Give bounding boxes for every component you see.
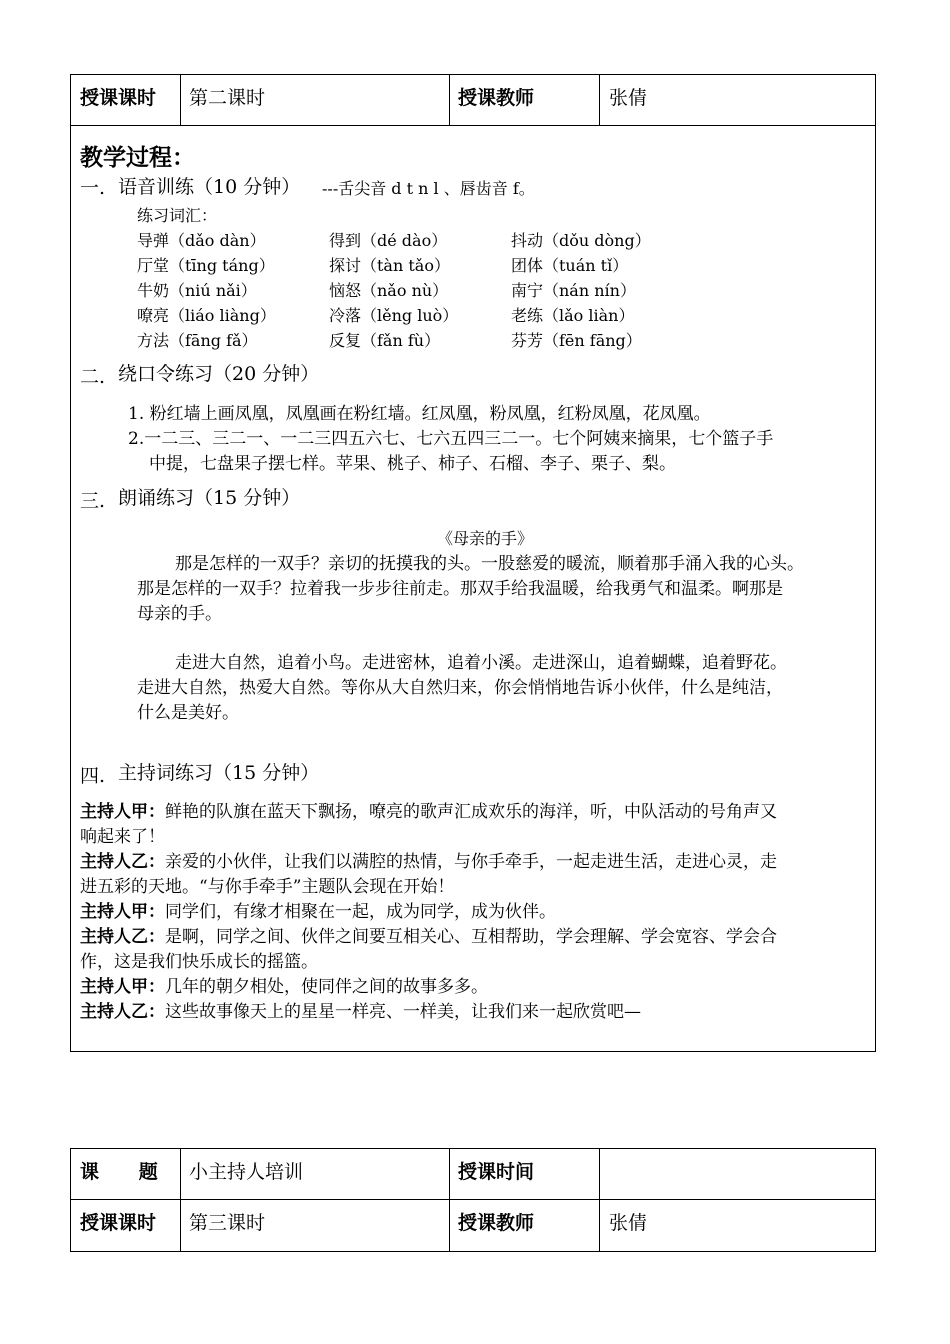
vocab-word: 嘹亮（liáo liàng） xyxy=(137,306,276,325)
host-speaker: 主持人甲： xyxy=(80,902,165,922)
tongue-twister-line: 1. 粉红墙上画凤凰，凤凰画在粉红墙。红凤凰，粉凤凰，红粉凤凰，花凤凰。 xyxy=(128,404,711,424)
tongue-twister-line: 2.一二三、三二一、一二三四五六七、七六五四三二一。七个阿姨来摘果，七个篮子手 xyxy=(128,429,774,449)
host-line xyxy=(80,975,488,1000)
section-1-subtitle: ---舌尖音 d t n l 、唇齿音 f。 xyxy=(322,179,535,198)
poem-line: 那是怎样的一双手？拉着我一步步往前走。那双手给我温暖，给我勇气和温柔。啊那是 xyxy=(137,579,783,599)
vocab-word: 芬芳（fēn fāng） xyxy=(511,331,642,350)
poem-line: 什么是美好。 xyxy=(137,703,239,723)
host-line xyxy=(80,950,318,975)
host-text: 这些故事像天上的星星一样亮、一样美，让我们来一起欣赏吧— xyxy=(165,1002,641,1022)
table-divider xyxy=(70,125,876,126)
label-lesson-period: 授课课时 xyxy=(80,1212,157,1234)
host-speaker: 主持人乙： xyxy=(80,852,165,872)
section-3-title: 朗诵练习（15 分钟） xyxy=(118,487,301,509)
table-divider xyxy=(180,1148,181,1252)
poem-line: 那是怎样的一双手？亲切的抚摸我的头。一股慈爱的暖流，顺着那手涌入我的心头。 xyxy=(175,554,804,574)
host-text: 响起来了！ xyxy=(80,827,165,847)
section-1-title: 语音训练（10 分钟） xyxy=(118,176,301,198)
label-teacher: 授课教师 xyxy=(458,1212,535,1234)
section-2-title: 绕口令练习（20 分钟） xyxy=(118,363,320,385)
host-text: 鲜艳的队旗在蓝天下飘扬，嘹亮的歌声汇成欢乐的海洋，听，中队活动的号角声又 xyxy=(165,802,777,822)
vocab-word: 得到（dé dào） xyxy=(329,231,448,250)
host-text: 同学们，有缘才相聚在一起，成为同学，成为伙伴。 xyxy=(165,902,556,922)
tongue-twister-line: 中提，七盘果子摆七样。苹果、桃子、柿子、石榴、李子、栗子、梨。 xyxy=(149,454,676,474)
vocab-word: 南宁（nán nín） xyxy=(511,281,636,300)
section-4-number: 四. xyxy=(80,765,106,787)
table-divider xyxy=(180,74,181,126)
host-text: 进五彩的天地。“与你手牵手”主题队会现在开始！ xyxy=(80,877,455,897)
table-divider xyxy=(449,1148,450,1252)
label-topic: 课 题 xyxy=(80,1161,158,1183)
table-divider xyxy=(599,1148,600,1252)
vocab-word: 冷落（lěng luò） xyxy=(329,306,459,325)
vocab-word: 方法（fāng fǎ） xyxy=(137,331,258,350)
host-text: 是啊，同学之间、伙伴之间要互相关心、互相帮助，学会理解、学会宽容、学会合 xyxy=(165,927,777,947)
vocab-word: 牛奶（niú nǎi） xyxy=(137,281,257,300)
section-heading-process: 教学过程： xyxy=(80,144,195,171)
label-lesson-time: 授课时间 xyxy=(458,1161,535,1183)
table-divider xyxy=(70,1199,876,1200)
vocab-word: 团体（tuán tǐ） xyxy=(511,256,629,275)
host-line xyxy=(80,825,165,850)
table-divider xyxy=(599,74,600,126)
vocab-label: 练习词汇： xyxy=(137,206,218,225)
host-line xyxy=(80,875,454,900)
value-topic: 小主持人培训 xyxy=(189,1161,304,1183)
host-line xyxy=(80,925,777,950)
host-text: 亲爱的小伙伴，让我们以满腔的热情，与你手牵手，一起走进生活，走进心灵，走 xyxy=(165,852,777,872)
host-line xyxy=(80,800,777,825)
host-speaker: 主持人乙： xyxy=(80,927,165,947)
poem-line: 走进大自然，追着小鸟。走进密林，追着小溪。走进深山，追着蝴蝶，追着野花。 xyxy=(175,653,787,673)
label-lesson-period: 授课课时 xyxy=(80,87,157,109)
value-teacher: 张倩 xyxy=(609,87,648,109)
vocab-word: 抖动（dǒu dòng） xyxy=(511,231,651,250)
host-text: 作，这是我们快乐成长的摇篮。 xyxy=(80,952,318,972)
section-3-number: 三. xyxy=(80,490,106,512)
vocab-word: 老练（lǎo liàn） xyxy=(511,306,635,325)
label-teacher: 授课教师 xyxy=(458,87,535,109)
host-line xyxy=(80,850,777,875)
vocab-word: 反复（fǎn fù） xyxy=(329,331,441,350)
value-lesson-period: 第二课时 xyxy=(189,87,266,109)
poem-line: 母亲的手。 xyxy=(137,604,222,624)
host-line xyxy=(80,1000,641,1025)
vocab-word: 厅堂（tīng táng） xyxy=(137,256,275,275)
value-lesson-period: 第三课时 xyxy=(189,1212,266,1234)
vocab-word: 恼怒（nǎo nù） xyxy=(329,281,449,300)
table-divider xyxy=(449,74,450,126)
vocab-word: 导弹（dǎo dàn） xyxy=(137,231,266,250)
host-speaker: 主持人甲： xyxy=(80,977,165,997)
vocab-word: 探讨（tàn tǎo） xyxy=(329,256,450,275)
poem-title: 《母亲的手》 xyxy=(437,529,534,548)
poem-line: 走进大自然，热爱大自然。等你从大自然归来，你会悄悄地告诉小伙伴，什么是纯洁， xyxy=(137,678,783,698)
host-text: 几年的朝夕相处，使同伴之间的故事多多。 xyxy=(165,977,488,997)
host-line xyxy=(80,900,556,925)
section-2-number: 二. xyxy=(80,366,106,388)
host-speaker: 主持人甲： xyxy=(80,802,165,822)
host-speaker: 主持人乙： xyxy=(80,1002,165,1022)
section-1-number: 一. xyxy=(80,177,106,199)
value-teacher: 张倩 xyxy=(609,1212,648,1234)
section-4-title: 主持词练习（15 分钟） xyxy=(118,762,320,784)
